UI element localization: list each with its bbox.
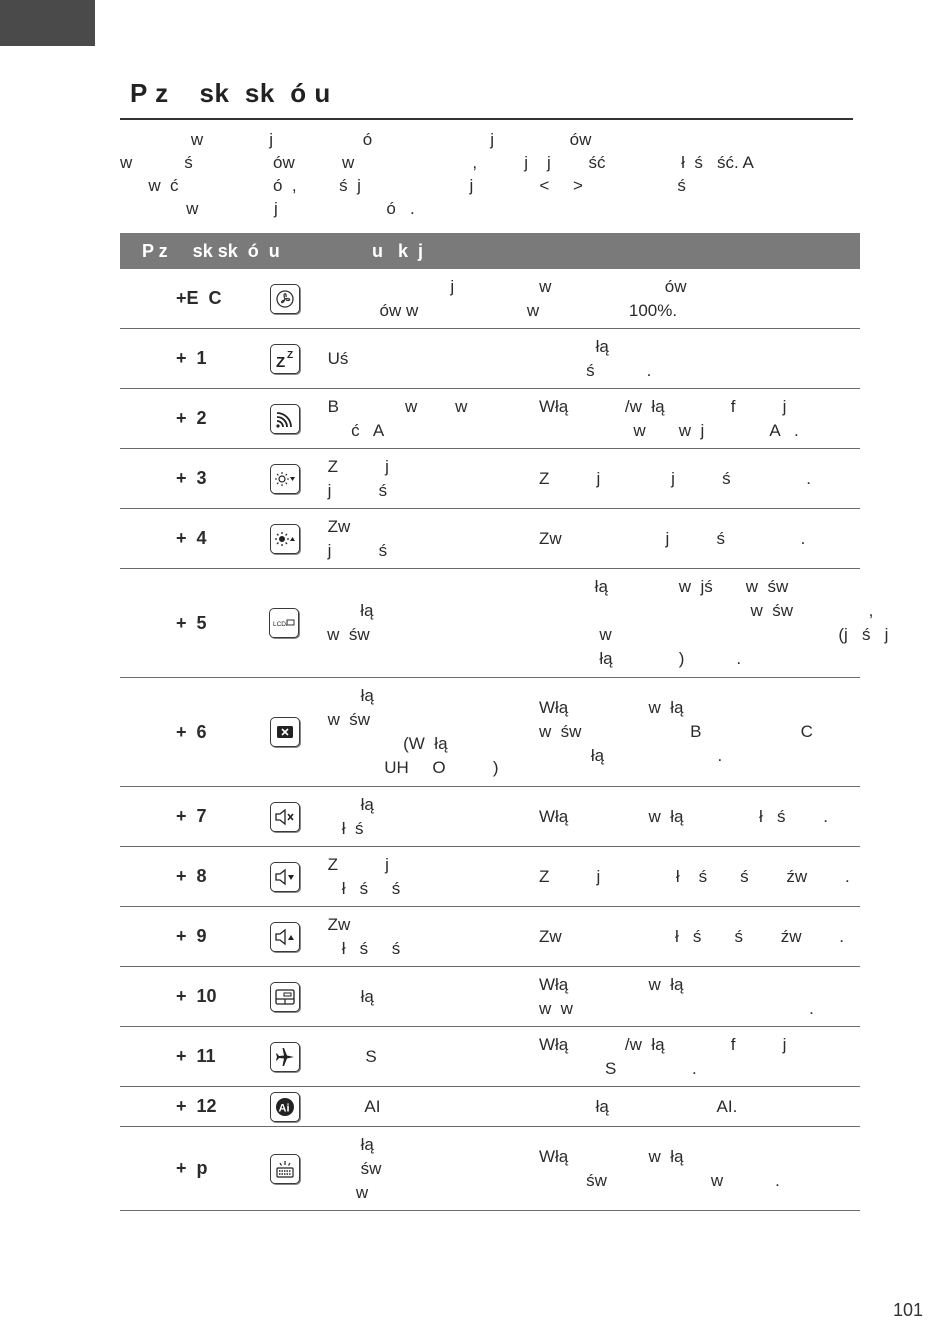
icon-cell [268, 464, 328, 494]
function-name-line: w św [327, 710, 371, 729]
keyboard-backlight-icon [270, 1154, 300, 1184]
description-line: Zw ł ś ś źw . [538, 926, 845, 946]
icon-cell [268, 284, 328, 314]
function-name [328, 913, 539, 961]
description-line: Włą w łą [538, 1146, 684, 1166]
function-name-line: św [327, 1158, 382, 1178]
function-name [328, 455, 539, 503]
shortcut-key: +E C [176, 288, 222, 308]
description-line: łą AI. [538, 1096, 738, 1116]
function-name-line: ł ś ś [327, 878, 401, 898]
function-name-line: łą [327, 794, 374, 814]
table-row [120, 449, 860, 509]
intro-line: w j ó j ów [120, 130, 592, 149]
description-line: Z j ł ś ś źw . [538, 866, 850, 886]
function-description [539, 865, 860, 889]
icon-cell [268, 524, 328, 554]
shortcut-key: + 11 [176, 1046, 216, 1066]
title-divider [120, 118, 853, 120]
description-line: Włą /w łą f j [538, 396, 787, 416]
description-line: łą [538, 336, 609, 356]
function-description [539, 335, 860, 383]
description-line: w (j ś j [537, 625, 889, 644]
function-description [539, 1033, 860, 1081]
touchpad-icon [270, 982, 300, 1012]
function-description [539, 696, 860, 768]
function-description [328, 275, 860, 323]
function-name-line: w [327, 1182, 369, 1202]
shortcut-key: + 9 [176, 926, 207, 946]
description-line: w św , [537, 601, 874, 620]
description-line: Włą w łą [538, 974, 684, 994]
svg-text:LCD/: LCD/ [273, 621, 289, 628]
sleep-icon [270, 344, 300, 374]
description-line: w św B C [538, 722, 813, 741]
mute-icon [270, 802, 300, 832]
icon-cell [268, 922, 328, 952]
table-row [120, 389, 860, 449]
function-name [328, 684, 539, 780]
table-header [120, 233, 860, 269]
shortcut-key: + 1 [176, 348, 207, 368]
function-name-line: w św [327, 625, 370, 644]
icon-cell [268, 862, 328, 892]
description-line: łą . [538, 746, 723, 765]
intro-line: w ć ó , ś j j < > ś [120, 176, 686, 195]
function-name [328, 793, 539, 841]
table-row [120, 907, 860, 967]
function-description [539, 973, 860, 1021]
table-row [120, 569, 889, 678]
shortcut-key: + 6 [176, 721, 207, 742]
description-line: j w ów [327, 276, 687, 296]
page-number: 101 [893, 1300, 924, 1320]
table-row [120, 1087, 860, 1127]
table-row [120, 678, 860, 787]
function-name [328, 853, 539, 901]
function-name [328, 515, 539, 563]
ai-icon [270, 1092, 300, 1122]
function-name [328, 395, 539, 443]
shortcut-key: + 4 [176, 528, 207, 548]
table-row [120, 787, 860, 847]
table-row [120, 329, 860, 389]
function-name [328, 1133, 539, 1205]
function-name-line: j ś [327, 480, 388, 500]
svg-text:Z: Z [286, 349, 293, 361]
table-row [120, 1127, 860, 1211]
header-function: u k j [372, 240, 424, 261]
wireless-icon [270, 404, 300, 434]
function-name [328, 1045, 539, 1069]
description-line: Włą /w łą f j [538, 1034, 787, 1054]
icon-cell [268, 1092, 328, 1122]
svg-text:Ai: Ai [278, 1102, 290, 1114]
function-name-line: łą [327, 1134, 374, 1154]
function-name-line: UH O ) [327, 758, 499, 777]
function-description [537, 575, 889, 671]
function-description [539, 395, 860, 443]
description-line: w w . [538, 998, 814, 1018]
function-name-line: Z j [327, 456, 389, 476]
shortcut-key: + 2 [176, 408, 207, 428]
shortcut-key: + 10 [176, 986, 217, 1006]
function-description [539, 1095, 860, 1119]
description-line: łą w jś w św [537, 577, 789, 596]
shortcut-key: + p [176, 1158, 208, 1178]
lcd-display-icon [269, 608, 299, 638]
fan-icon [270, 284, 300, 314]
shortcut-key: + 8 [176, 866, 207, 886]
svg-text:Z: Z [275, 353, 285, 371]
function-name [328, 347, 539, 371]
description-line: Włą w łą [538, 698, 684, 717]
description-line: św w . [538, 1170, 780, 1190]
volume-down-icon [270, 862, 300, 892]
function-name-line: łą [327, 601, 374, 620]
intro-paragraph [120, 128, 853, 220]
icon-cell [268, 344, 328, 374]
function-name-line: łą [327, 686, 374, 705]
function-name-line: Uś [327, 348, 349, 368]
airplane-icon [270, 1042, 300, 1072]
function-name-line: ł ś [327, 818, 364, 838]
display-off-icon [270, 717, 300, 747]
description-line: Włą w łą ł ś . [538, 806, 828, 826]
function-description [539, 925, 860, 949]
table-row [120, 847, 860, 907]
shortcut-table [120, 233, 889, 1211]
description-line: S . [538, 1058, 697, 1078]
description-line: Zw j ś . [538, 528, 806, 548]
function-name-line: S [327, 1046, 377, 1066]
icon-cell [268, 982, 328, 1012]
function-name-line: ł ś ś [327, 938, 401, 958]
table-row [120, 1027, 860, 1087]
function-name [328, 1095, 539, 1119]
function-name-line: łą [327, 986, 374, 1006]
function-name-line: Z j [327, 854, 389, 874]
table-row [120, 509, 860, 569]
description-line: łą ) . [537, 649, 742, 668]
function-name [328, 985, 539, 1009]
description-line: w w j A . [538, 420, 799, 440]
function-description [539, 467, 860, 491]
table-row [120, 967, 860, 1027]
shortcut-key: + 12 [176, 1096, 217, 1116]
intro-line: w j ó . [120, 199, 415, 218]
shortcut-key: + 5 [176, 612, 207, 633]
header-shortcut: P z sk sk ó u [142, 240, 280, 261]
description-line: ów w w 100%. [327, 300, 678, 320]
intro-line: w ś ów w , j j ść ł ś ść. A [120, 153, 754, 172]
function-description [539, 527, 860, 551]
function-name-line: B w w [327, 396, 468, 416]
description-line: ś . [538, 360, 652, 380]
icon-cell [268, 1154, 328, 1184]
icon-cell [268, 404, 328, 434]
function-name-line: Zw [327, 914, 351, 934]
function-name-line: Zw [327, 516, 351, 536]
shortcut-key: + 7 [176, 806, 207, 826]
function-name-line: (W łą [327, 734, 448, 753]
icon-cell [267, 608, 327, 638]
volume-up-icon [270, 922, 300, 952]
function-description [539, 1145, 860, 1193]
table-row [120, 269, 860, 329]
page-title: P z sk sk ó u [130, 78, 331, 108]
function-name-line: j ś [327, 540, 388, 560]
shortcut-key: + 3 [176, 468, 207, 488]
icon-cell [268, 717, 328, 747]
function-name [327, 599, 538, 647]
function-name-line: AI [327, 1096, 381, 1116]
chapter-tab [0, 0, 95, 46]
function-description [539, 805, 860, 829]
icon-cell [268, 1042, 328, 1072]
description-line: Z j j ś . [538, 468, 811, 488]
brightness-down-icon [270, 464, 300, 494]
function-name-line: ć A [327, 420, 385, 440]
brightness-up-icon [270, 524, 300, 554]
icon-cell [268, 802, 328, 832]
